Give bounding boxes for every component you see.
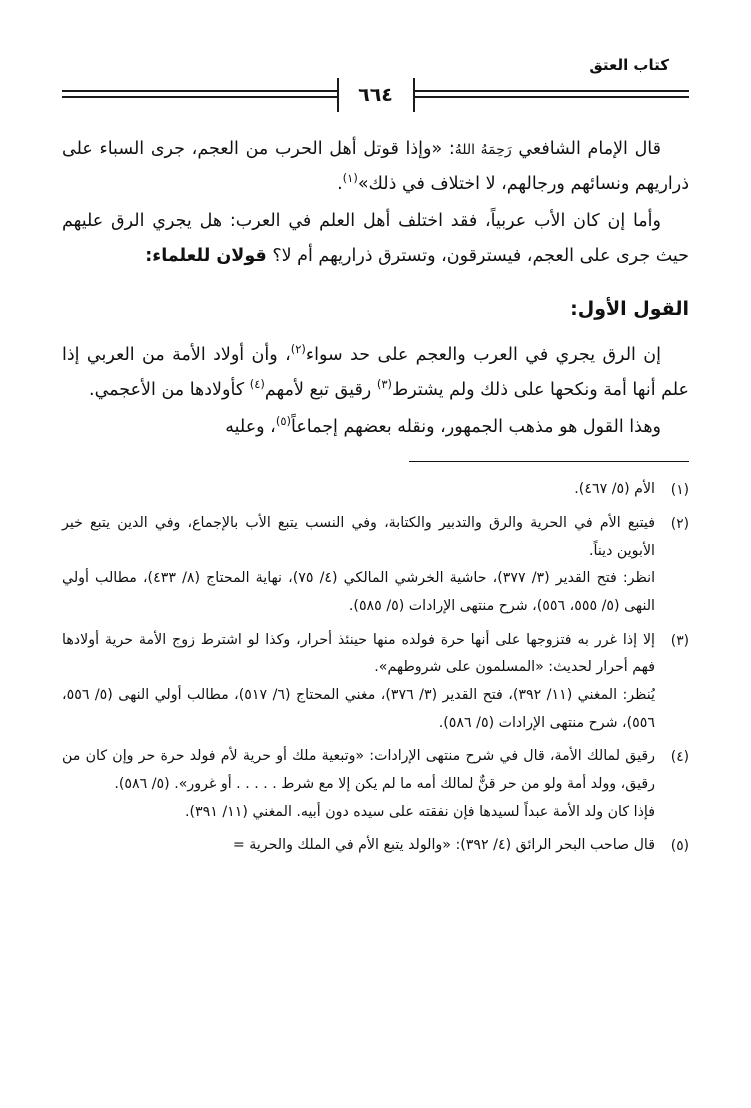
footnote-ref-1[interactable]: (١) xyxy=(342,171,358,186)
footnote-line: يُنظر: المغني (١١/ ٣٩٢)، فتح القدير (٣/ ٣٧٦)، مغني المحتاج (٦/ ٥١٧)، مطالب أولي النهى (٥/ ٥٥٦، ٥٥٦)، شرح منتهى الإرادات (٥/ ٥٨٦). xyxy=(62,687,655,731)
footnote-line: فيتبع الأم في الحرية والرق والتدبير والكتابة، وفي النسب يتبع الأب بالإجماع، وفي الدين يتبع خير الأبوين ديناً. xyxy=(62,514,655,559)
paragraph-3-seg-1: إن الرق يجري في العرب والعجم على حد سواء xyxy=(305,345,661,365)
paragraph-4 xyxy=(62,410,689,445)
honorific-glyph: رَحِمَهُ اللهُ xyxy=(454,142,512,158)
footnote-line: رقيق لمالك الأمة، قال في شرح منتهى الإرادات: «وتبعية ملك أو حرية لأم فولد حرة حر وإن كان من رقيق، وولد أمة ولو من حر قنٌّ لمالك أمه ما لم يكن إلا مع شرط . . . . . أو غرور». (٥/ ٥٨٦). xyxy=(62,748,655,793)
paragraph-1 xyxy=(62,132,689,202)
footnote-marker: (٢) xyxy=(670,515,689,532)
footnote-line: إلا إذا غرر به فتزوجها على أنها حرة فولده منها حينئذ أحرار، وكذا لو اشترط زوج الأمة حرية أولادها فهم أحرار لحديث: «المسلمون على شروطهم». xyxy=(62,631,655,676)
footnote-ref-4[interactable]: (٤) xyxy=(249,377,265,392)
paragraph-4-seg-1: وهذا القول هو مذهب الجمهور، ونقله بعضهم إجماعاً xyxy=(291,417,661,437)
footnote-body xyxy=(62,510,655,621)
footnote-line: الأم (٥/ ٤٦٧). xyxy=(574,481,655,497)
footnote-marker: (١) xyxy=(670,482,689,498)
paragraph-3-seg-2: ، وأن أولاد الأمة من العربي إذا علم أنها أمة ونكحها على ذلك ولم يشترط xyxy=(62,345,689,400)
footnote-ref-5[interactable]: (٥) xyxy=(275,414,292,429)
footnote-item xyxy=(62,476,689,504)
paragraph-1-seg-3: . xyxy=(337,174,343,194)
footnote-ref-3[interactable]: (٣) xyxy=(376,377,393,392)
footnote-marker: (٤) xyxy=(670,749,689,766)
footnote-marker: (٣) xyxy=(670,632,689,649)
book-title: كتاب العتق xyxy=(589,56,669,74)
paragraph-2-seg-1: وأما إن كان الأب عربياً، فقد اختلف أهل العلم في العرب: هل يجري الرق عليهم حيث جرى على العجم، فيسترقون، وتسترق ذراريهم أم لا؟ xyxy=(62,211,689,266)
paragraph-3-seg-4: كأولادها من الأعجمي. xyxy=(89,380,250,400)
paragraph-3-seg-3: رقيق تبع لأمهم xyxy=(264,380,377,400)
paragraph-2 xyxy=(62,204,689,274)
footnote-separator xyxy=(409,461,689,462)
footnote-body xyxy=(62,832,655,860)
paragraph-4-seg-2: ، وعليه xyxy=(225,417,276,437)
footnote-body xyxy=(62,627,655,738)
footnote-body xyxy=(62,743,655,826)
footnote-item xyxy=(62,832,689,860)
main-text xyxy=(62,132,689,445)
footnote-item xyxy=(62,627,689,738)
page-number: ٦٦٤ xyxy=(358,84,393,106)
footnotes-section xyxy=(62,476,689,860)
page-number-badge xyxy=(337,78,415,112)
footnote-line: انظر: فتح القدير (٣/ ٣٧٧)، حاشية الخرشي المالكي (٤/ ٧٥)، نهاية المحتاج (٨/ ٤٣٣)، مطالب أولي النهى (٥/ ٥٥٥، ٥٥٦)، شرح منتهى الإرادات (٥/ ٥٨٥). xyxy=(62,570,656,614)
section-heading-first-opinion: القول الأول: xyxy=(570,298,689,320)
page-header xyxy=(62,48,689,106)
paragraph-2-bold-tail: قولان للعلماء: xyxy=(145,246,267,266)
paragraph-3 xyxy=(62,338,689,408)
header-rule xyxy=(62,86,689,104)
footnote-item xyxy=(62,743,689,826)
footnote-line: قال صاحب البحر الرائق (٤/ ٣٩٢): «والولد يتبع الأم في الملك والحرية = xyxy=(232,837,655,854)
paragraph-1-seg-2: : «وإذا قوتل أهل الحرب من العجم، جرى السباء على ذراريهم ونسائهم ورجالهم، لا اختلاف في ذلك» xyxy=(62,139,689,194)
footnote-marker: (٥) xyxy=(670,838,689,855)
paragraph-1-seg-1: قال الإمام الشافعي xyxy=(511,139,662,159)
footnote-item xyxy=(62,510,689,621)
footnote-ref-2[interactable]: (٢) xyxy=(290,342,306,357)
footnote-body xyxy=(62,476,655,504)
footnote-line: فإذا كان ولد الأمة عبداً لسيدها فإن نفقته على سيده دون أبيه. المغني (١١/ ٣٩١). xyxy=(184,803,655,820)
